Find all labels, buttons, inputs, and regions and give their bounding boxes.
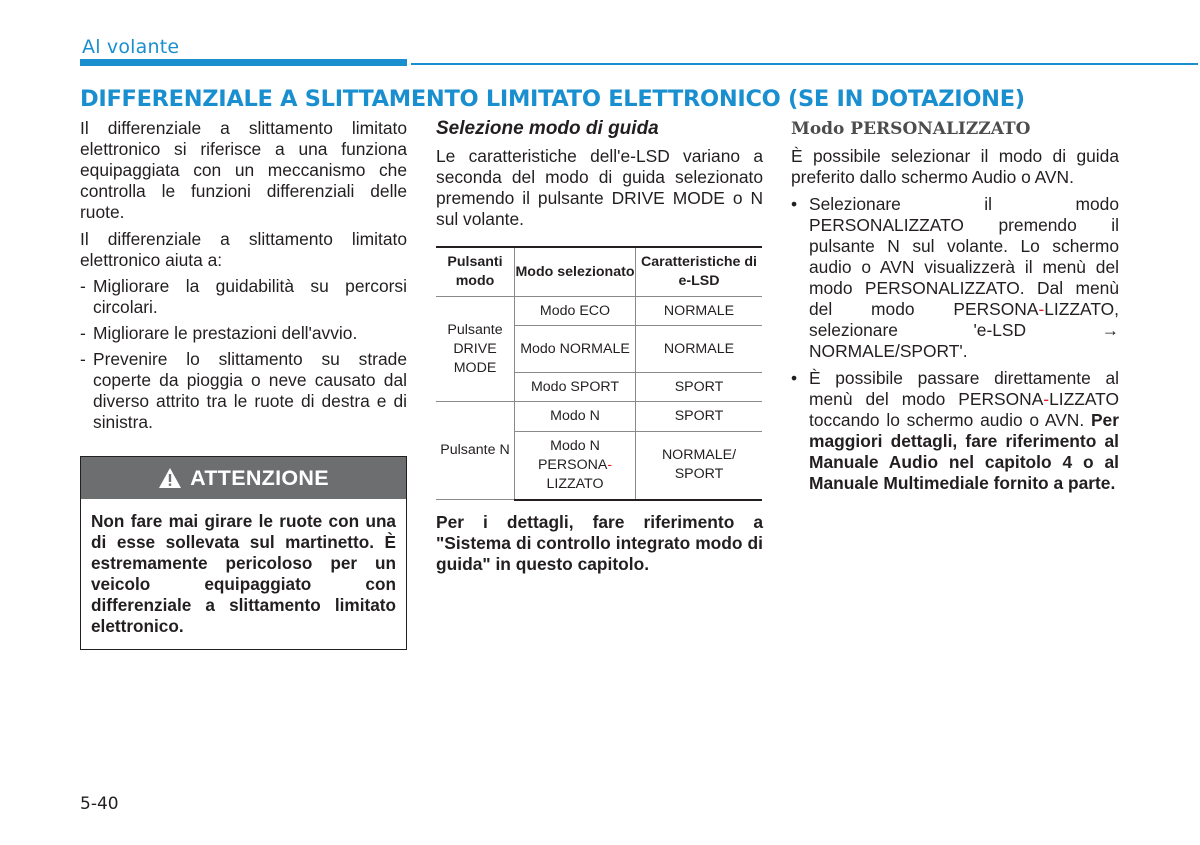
list-item-text: Migliorare la guidabilità su percorsi circolari. xyxy=(93,276,407,317)
list-item-text: Prevenire lo slittamento su strade coperte da pioggia o neve causato dal diverso attrito tra le ruote di destra e di sinistra. xyxy=(93,349,407,432)
column-3 xyxy=(791,118,1119,494)
page-title: DIFFERENZIALE A SLITTAMENTO LIMITATO ELETTRONICO (SE IN DOTAZIONE) xyxy=(80,86,1025,112)
warning-header xyxy=(81,457,406,499)
list-item xyxy=(80,276,407,318)
table-cell-button: Pulsante DRIVE MODE xyxy=(436,297,515,402)
table-cell-char: NORMALE xyxy=(636,326,763,373)
table-row xyxy=(436,297,762,326)
table-header-row xyxy=(436,247,762,297)
warning-label: ATTENZIONE xyxy=(190,465,329,490)
list-item xyxy=(80,349,407,433)
intro-paragraph: Il differenziale a slittamento limitato elettronico si riferisce a una funziona equipaggiata con un meccanismo che controlla le funzioni differenziali delle ruote. xyxy=(80,118,407,222)
dash-marker: - xyxy=(80,349,86,369)
custom-mode-heading: Modo PERSONALIZZATO xyxy=(791,119,1031,139)
table-cell-mode: Modo NORMALE xyxy=(515,326,636,373)
page-number: 5-40 xyxy=(80,794,119,814)
table-row xyxy=(436,402,762,432)
table-cell-mode: Modo N xyxy=(515,402,636,432)
table-cell-char: NORMALE xyxy=(636,297,763,326)
table-header-mode: Modo selezionato xyxy=(515,247,636,297)
table-cell-char: SPORT xyxy=(636,373,763,402)
header-bar-thick xyxy=(80,59,407,66)
list-item xyxy=(80,323,407,344)
drive-mode-heading: Selezione modo di guida xyxy=(436,118,659,139)
dash-marker: - xyxy=(80,323,86,343)
table-cell-mode: Modo N PERSONA- LIZZATO xyxy=(515,432,636,500)
drive-mode-intro: Le caratteristiche dell'e-LSD variano a seconda del modo di guida selezionato premendo il pulsante DRIVE MODE o N sul volante. xyxy=(436,146,763,229)
bullet-marker: • xyxy=(791,194,798,214)
table-header-characteristics: Caratteristiche di e-LSD xyxy=(636,247,763,297)
list-item-text: Selezionare il modo PERSONALIZZATO premendo il pulsante N sul volante. Lo schermo audio o AVN visualizzerà il menù del modo PERSONALIZZATO. Dal menù del modo PERSONA-LIZZATO, selezionare 'e-LSD → NORMALE/SPORT'. xyxy=(809,194,1119,361)
list-item-text: È possibile passare direttamente al menù del modo PERSONA-LIZZATO toccando lo schermo audio o AVN. Per maggiori dettagli, fare riferimento al Manuale Audio nel capitolo 4 o al Manuale Multimediale fornito a parte. xyxy=(809,368,1119,493)
table-cell-mode: Modo ECO xyxy=(515,297,636,326)
table-cell-char: NORMALE/ SPORT xyxy=(636,432,763,500)
list-item-text: Migliorare le prestazioni dell'avvio. xyxy=(93,323,358,343)
list-item xyxy=(791,368,1119,494)
table-cell-char: SPORT xyxy=(636,402,763,432)
warning-text: Non fare mai girare le ruote con una di esse sollevata sul martinetto. È estremamente pericoloso per un veicolo equipaggiato con differenziale a slittamento limitato elettronico. xyxy=(91,511,396,636)
column-2 xyxy=(436,118,763,230)
reference-note: Per i dettagli, fare riferimento a "Sistema di controllo integrato modo di guida" in questo capitolo. xyxy=(436,512,763,574)
drive-mode-table xyxy=(436,246,762,501)
table-cell-mode: Modo SPORT xyxy=(515,373,636,402)
warning-box xyxy=(80,456,407,650)
custom-mode-intro: È possibile selezionar il modo di guida preferito dallo schermo Audio o AVN. xyxy=(791,146,1119,187)
table-header-buttons: Pulsanti modo xyxy=(436,247,515,297)
table-cell-button: Pulsante N xyxy=(436,402,515,500)
column-1 xyxy=(80,118,407,433)
header-bar-thin xyxy=(411,63,1198,65)
warning-triangle-icon xyxy=(158,467,182,489)
list-item xyxy=(791,194,1119,362)
benefits-paragraph: Il differenziale a slittamento limitato elettronico aiuta a: xyxy=(80,229,407,270)
section-title: Al volante xyxy=(82,36,180,58)
bullet-marker: • xyxy=(791,368,798,388)
dash-marker: - xyxy=(80,276,86,296)
